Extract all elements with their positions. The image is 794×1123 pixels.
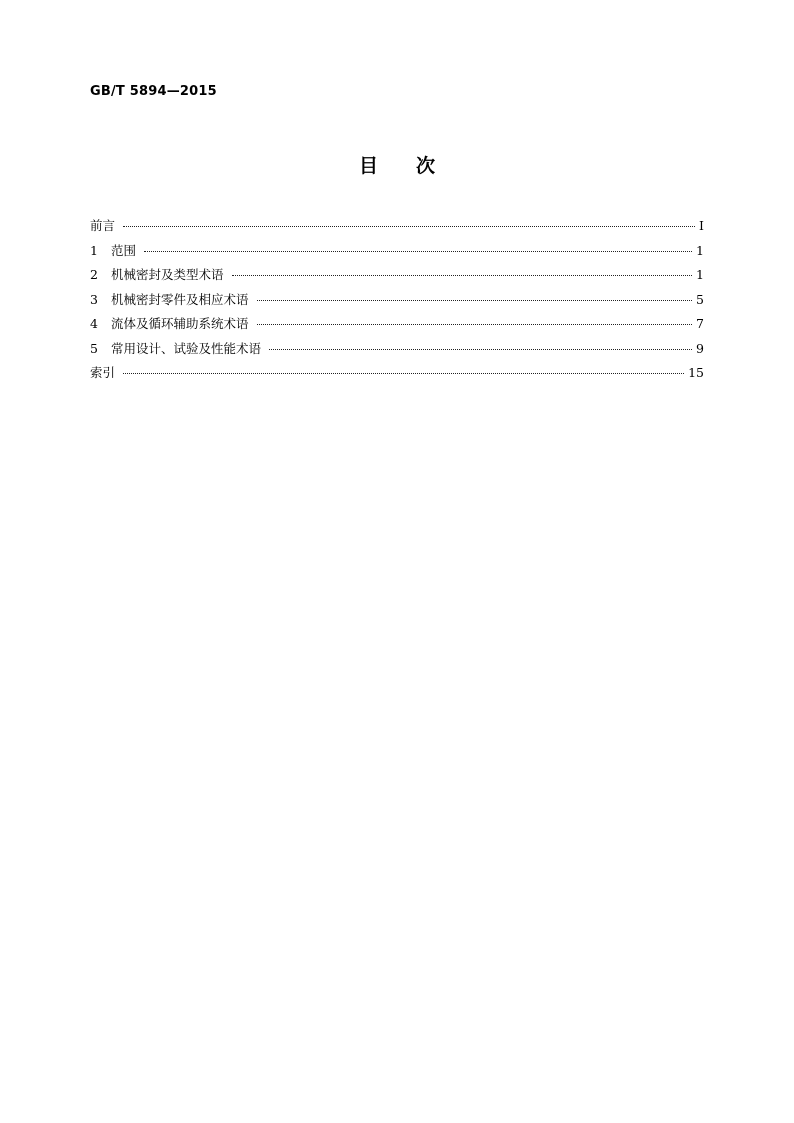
toc-entry-label: 前言: [90, 218, 116, 233]
document-code: GB/T 5894—2015: [90, 84, 217, 99]
page-title: 目次: [358, 155, 473, 177]
dot-leader: [123, 373, 684, 374]
toc-entry-page: 1: [696, 242, 704, 258]
toc-entry-page: 5: [696, 291, 704, 307]
toc-entry-1[interactable]: [90, 241, 704, 266]
toc-entry-2[interactable]: [90, 265, 704, 290]
dot-leader: [144, 251, 692, 252]
dot-leader: [123, 226, 695, 227]
dot-leader: [269, 349, 692, 350]
toc-entry-preface[interactable]: [90, 216, 704, 241]
toc-entry-label: 机械密封零件及相应术语: [111, 291, 249, 307]
toc-entry-number: 2: [90, 267, 98, 282]
toc-entry-label: 流体及循环辅助系统术语: [111, 316, 249, 331]
toc-entry-index[interactable]: [90, 363, 704, 388]
toc-entry-5[interactable]: [90, 339, 704, 364]
toc-entry-page: Ⅰ: [699, 218, 704, 233]
table-of-contents: [90, 216, 704, 388]
toc-entry-label: 常用设计、试验及性能术语: [111, 340, 262, 356]
toc-entry-label: 机械密封及类型术语: [111, 267, 224, 282]
dot-leader: [257, 324, 693, 325]
toc-entry-number: 1: [90, 242, 98, 258]
toc-entry-number: 3: [90, 291, 98, 307]
toc-entry-page: 9: [696, 340, 704, 356]
toc-entry-3[interactable]: [90, 290, 704, 315]
toc-entry-4[interactable]: [90, 314, 704, 339]
toc-entry-label: 范围: [111, 242, 137, 258]
dot-leader: [232, 275, 693, 276]
toc-entry-label: 索引: [90, 365, 116, 380]
toc-entry-page: 15: [688, 365, 704, 380]
toc-entry-page: 7: [696, 316, 704, 331]
dot-leader: [257, 300, 693, 301]
toc-entry-number: 4: [90, 316, 98, 331]
toc-entry-page: 1: [696, 267, 704, 282]
toc-entry-number: 5: [90, 340, 98, 356]
